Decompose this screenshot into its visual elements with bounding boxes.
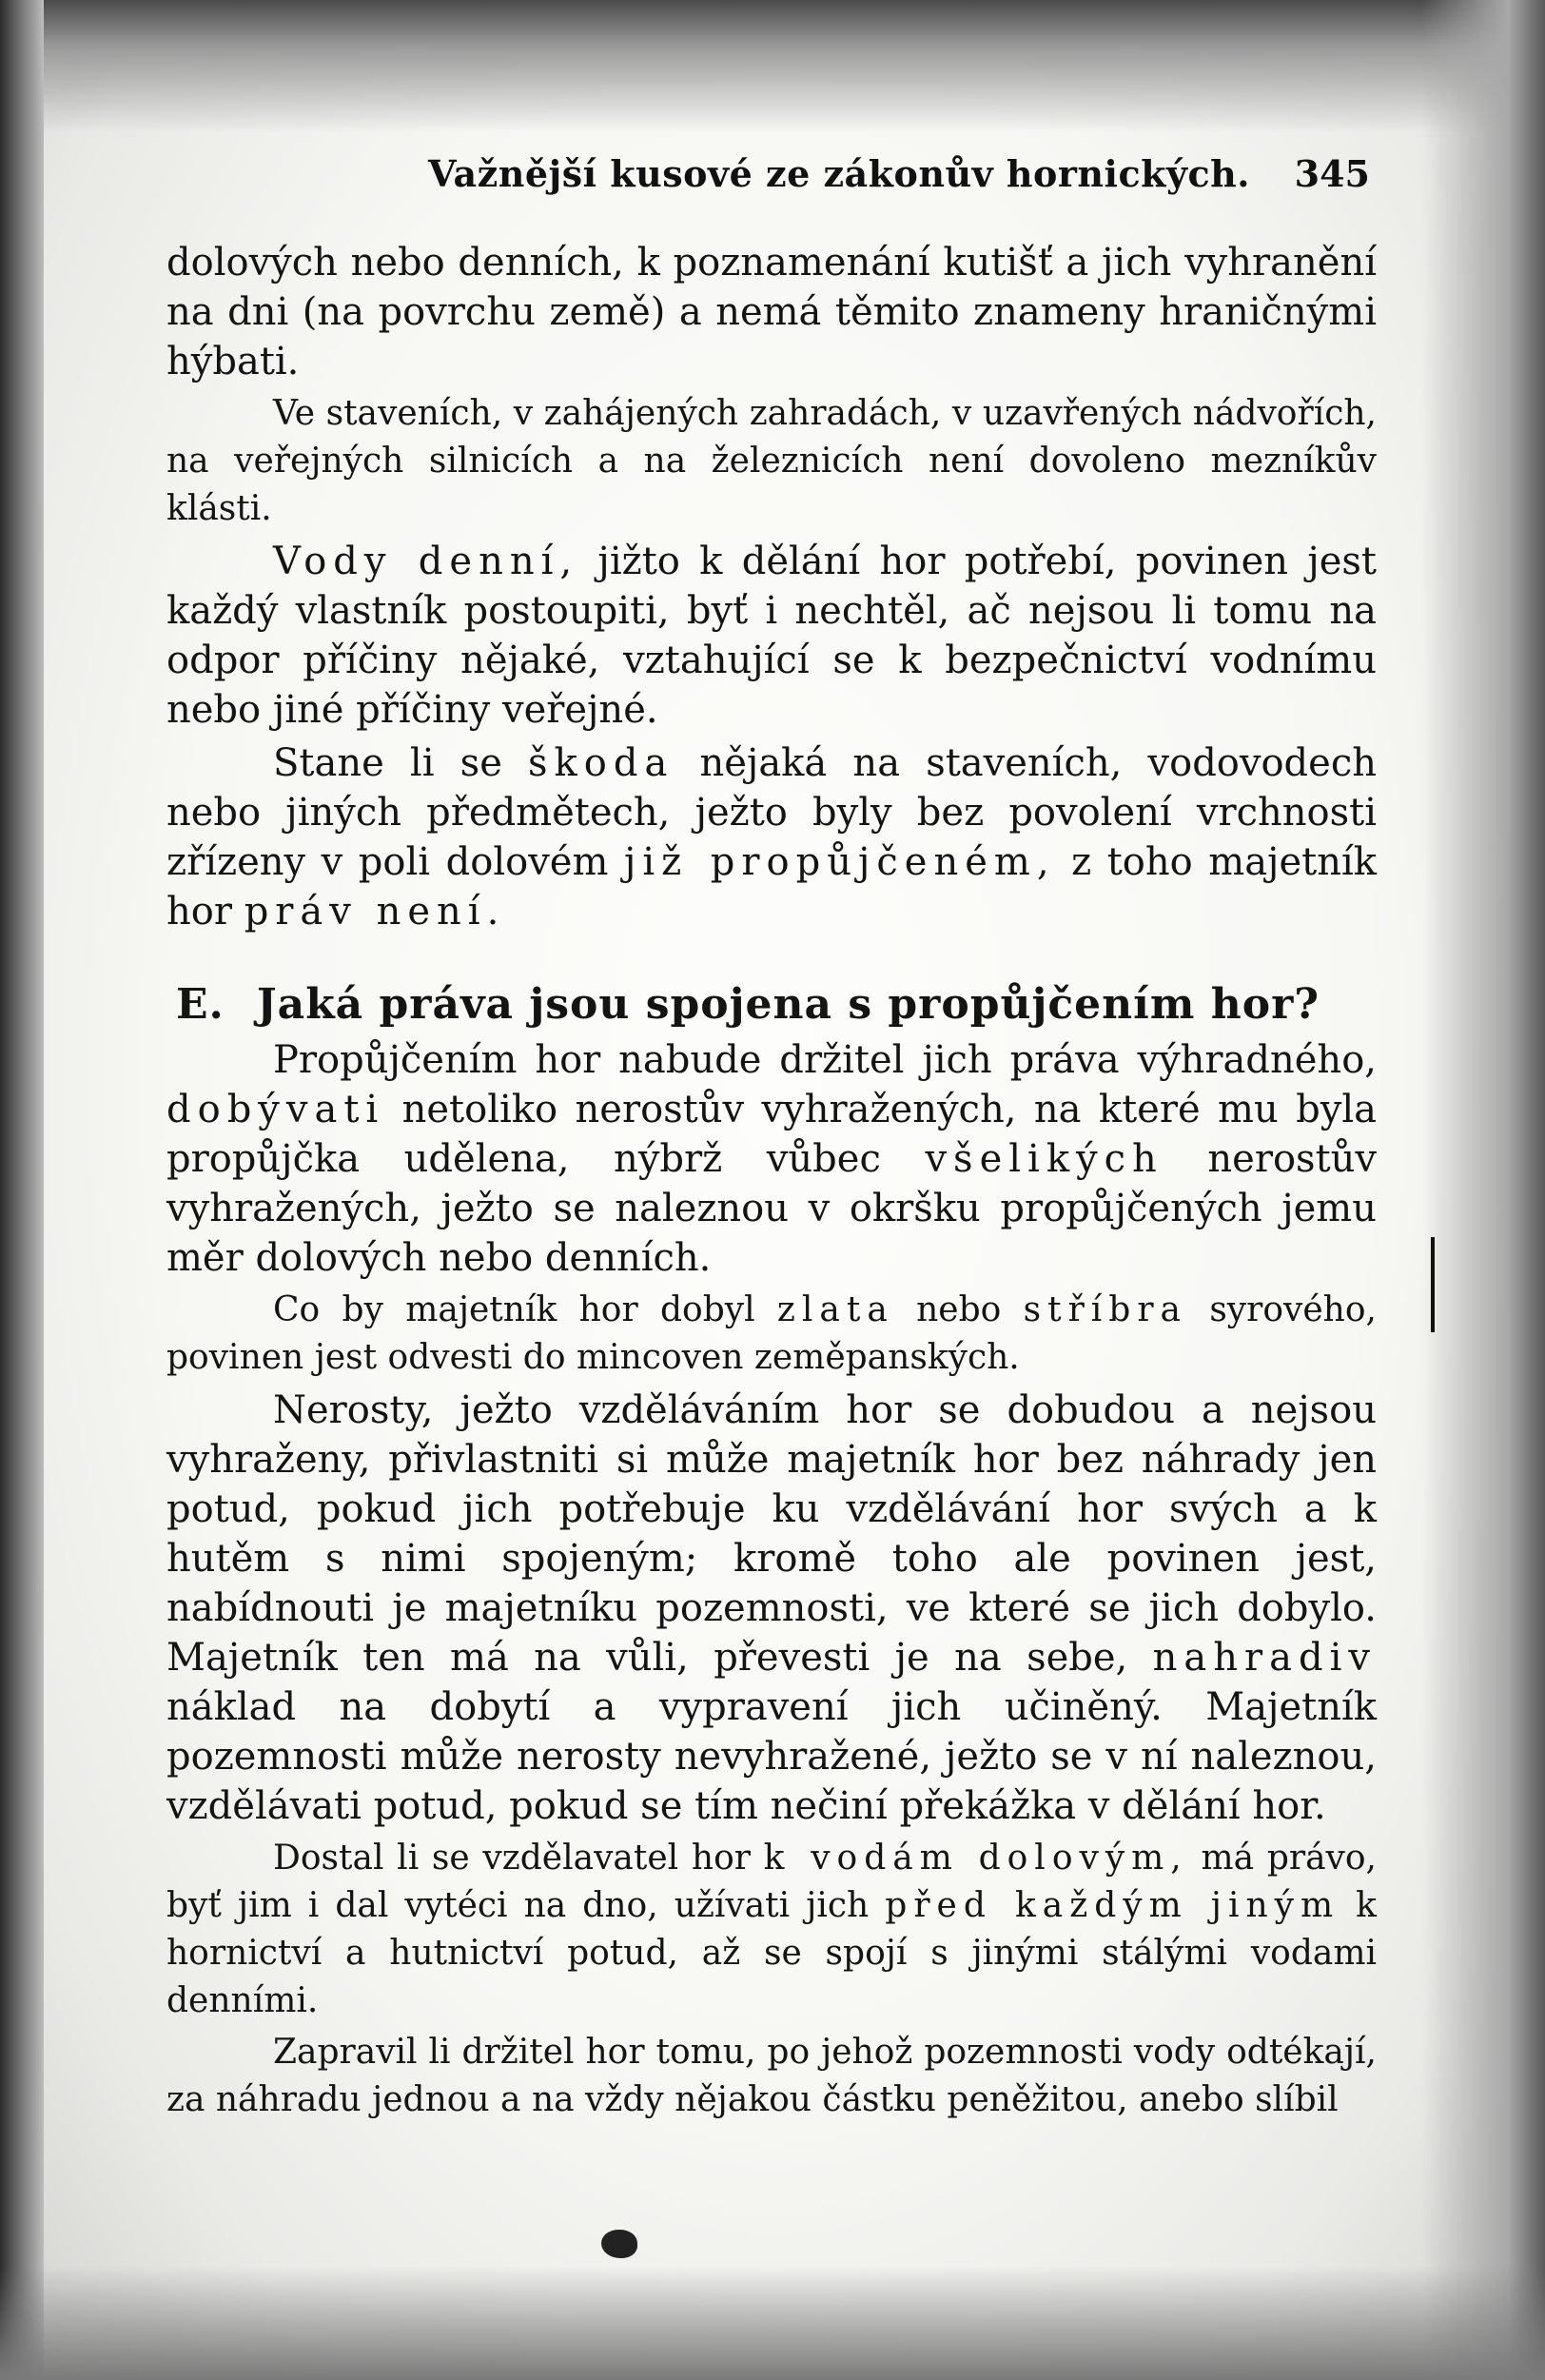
paragraph-text: jižto k dělání hor potřebí, povinen jest každý vlastník postoupiti, byť i nechtěl, ač nejsou li tomu na odpor příčiny nějaké, vztahující se k bezpečnictví vodnímu nebo jiné příčiny veřejné. — [166, 540, 1377, 732]
page-shadow-left — [0, 0, 44, 2380]
paragraph-3 — [166, 537, 1377, 735]
paragraph-4 — [166, 738, 1377, 936]
paragraph-text: náklad na dobytí a vypravení jich učiněný. Majetník pozemnosti může nerosty nevyhražené, ježto se v ní naleznou, vzdělávati potud, pokud se tím nečiní překážka v dělání hor. — [166, 1685, 1377, 1828]
spaced-text: zlata — [776, 1290, 894, 1329]
spaced-text: dobývati — [166, 1088, 385, 1131]
paragraph-9: Zapravil li držitel hor tomu, po jehož pozemnosti vody odtékají, za náhradu jednou a na vždy nějakou částku peněžitou, anebo slíbil — [166, 2033, 1377, 2119]
spaced-text: nahradiv — [1152, 1636, 1377, 1680]
paragraph-text: Stane li se — [273, 741, 529, 785]
section-title: Jaká práva jsou spojena s propůjčením hor? — [256, 980, 1320, 1029]
page-body — [166, 238, 1377, 2128]
paragraph-text: k hornictví a hutnictví potud, až se spojí s jinými stálými vodami denními. — [166, 1886, 1377, 2020]
paragraph-text: z toho majetník hor — [166, 840, 1377, 934]
spaced-text: práv není. — [244, 890, 506, 934]
paragraph-text: má právo, byť jim i dal vytéci na dno, užívati jich — [166, 1839, 1377, 1925]
margin-mark — [1431, 1237, 1435, 1332]
paragraph-8 — [166, 1835, 1377, 2025]
spaced-text: stříbra — [1023, 1290, 1188, 1329]
spaced-text: Vody denní, — [273, 540, 579, 583]
paragraph-text: Propůjčením hor nabude držitel jich práva výhradného, — [273, 1038, 1377, 1082]
spaced-text: všelikých — [925, 1137, 1164, 1181]
paragraph-1: dolových nebo denních, k poznamenání kutišť a jich vyhranění na dni (na povrchu země) a nemá těmito znameny hraničnými hýbati. — [166, 241, 1377, 384]
paragraph-6 — [166, 1287, 1377, 1382]
spaced-text: již propůjčeném, — [623, 840, 1056, 884]
page-number: 345 — [1294, 152, 1370, 195]
paragraph-text: Nerosty, ježto vzděláváním hor se dobudou a nejsou vyhraženy, přivlastniti si může majetník hor bez náhrady jen potud, pokud jich potřebuje ku vzdělávání hor svých a k hutěm s nimi spojeným; kromě toho ale povinen jest, nabídnouti je majetníku pozemnosti, ve které se jich dobylo. Majetník ten má na vůli, převesti je na sebe, — [166, 1388, 1377, 1680]
paragraph-text: Dostal li se vzdělavatel hor — [273, 1839, 764, 1878]
ink-stain — [601, 2230, 637, 2258]
paragraph-7 — [166, 1386, 1377, 1831]
page-shadow-bottom — [0, 2266, 1545, 2380]
spaced-text: k vodám dolovým, — [763, 1839, 1188, 1878]
spaced-text: škoda — [528, 741, 675, 785]
page-shadow-right — [1421, 0, 1545, 2380]
page-header — [190, 152, 1370, 200]
paragraph-2: Ve staveních, v zahájených zahradách, v uzavřených nádvořích, na veřejných silnicích a na železnicích není dovoleno mezníkův klásti. — [166, 394, 1377, 528]
paragraph-text: nebo — [893, 1290, 1024, 1329]
paragraph-text: Co by majetník hor dobyl — [273, 1290, 777, 1329]
paragraph-text: nějaká na staveních, vodovodech nebo jiných předmětech, ježto byly bez povolení vrchnosti zřízeny v poli dolovém — [166, 741, 1377, 884]
paragraph-text: nerostův vyhražených, ježto se naleznou v okršku propůjčených jemu měr dolových nebo denních. — [166, 1137, 1378, 1280]
page-shadow-top — [0, 0, 1545, 133]
section-heading — [176, 980, 1377, 1030]
paragraph-text: netoliko nerostův vyhražených, na které mu byla propůjčka udělena, nýbrž vůbec — [166, 1088, 1377, 1181]
spaced-text: před každým jiným — [885, 1886, 1340, 1925]
section-letter: E. — [176, 980, 225, 1029]
paragraph-5 — [166, 1035, 1377, 1283]
running-head: Važnější kusové ze zákonův hornických. — [428, 152, 1251, 195]
paragraph-text: syrového, povinen jest odvesti do mincoven zeměpanských. — [166, 1290, 1377, 1377]
